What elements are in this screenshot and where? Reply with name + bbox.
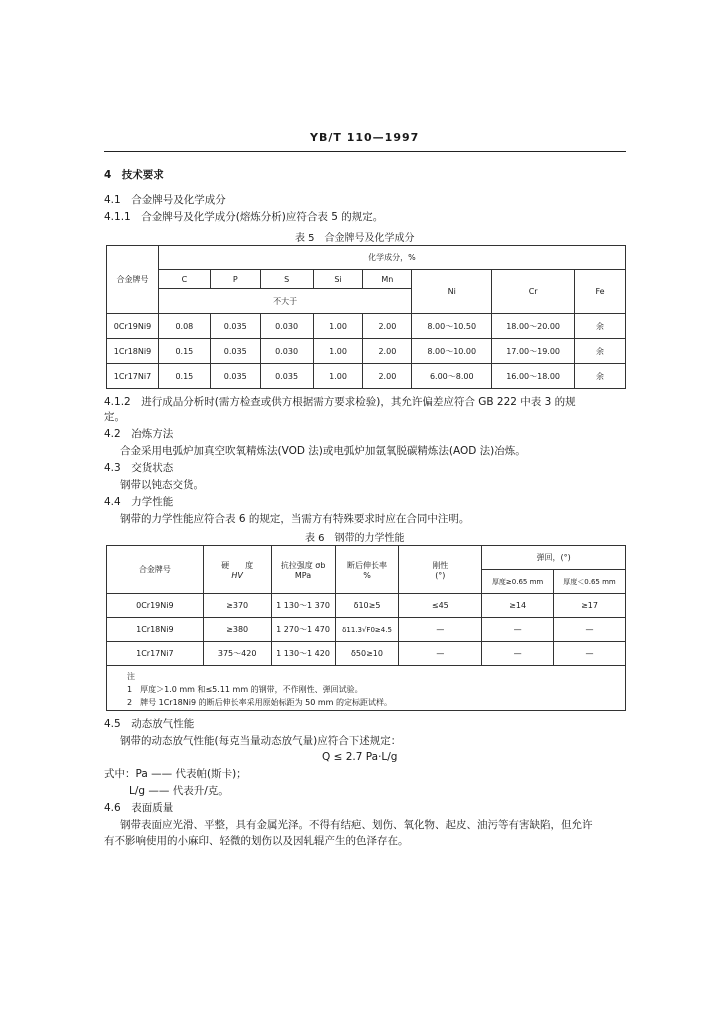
t6-hardness-label: 硬 度: [221, 560, 254, 570]
t5-r1-grade: 1Cr18Ni9: [107, 339, 159, 364]
t6-r0-elong: δ10≥5: [335, 594, 399, 618]
t6-r2-grade: 1Cr17Ni7: [107, 642, 204, 666]
table5-caption: 表 5 合金牌号及化学成分: [295, 233, 415, 244]
t6-r0-sb2: ≥17: [554, 594, 626, 618]
t6-r2-elong: δ50≥10: [335, 642, 399, 666]
t6-elong-label: 断后伸长率: [347, 560, 387, 570]
t6-rigidity-label: 刚性: [432, 560, 449, 570]
t5-r0-s: 0.030: [260, 314, 313, 339]
t5-el-cr: Cr: [492, 270, 575, 314]
t6-r1-elong: δ11.3√F0≥4.5: [335, 618, 399, 642]
t5-el-fe: Fe: [575, 270, 626, 314]
document-header: YB/T 110—1997: [310, 131, 420, 144]
t6-note-1: 1 厚度＞1.0 mm 和≤5.11 mm 的钢带，不作刚性、弹回试验。: [127, 685, 363, 694]
table5: [106, 245, 626, 389]
t6-elong-header: [335, 546, 399, 594]
section-4-1-heading: 4.1 合金牌号及化学成分: [104, 194, 226, 206]
section-4-1-2-text: 4.1.2 进行成品分析时(需方检查或供方根据需方要求检验)，其允许偏差应符合 GB 222 中表 3 的规: [104, 396, 576, 408]
t6-r0-tensile: 1 130～1 370: [271, 594, 335, 618]
t6-r0-grade: 0Cr19Ni9: [107, 594, 204, 618]
t5-r2-fe: 余: [575, 364, 626, 389]
t6-r1-sb2: —: [554, 618, 626, 642]
t6-tensile-unit: MPa: [294, 570, 312, 580]
t5-el-si: Si: [313, 270, 363, 289]
t5-r1-cr: 17.00～19.00: [492, 339, 575, 364]
formula: Q ≤ 2.7 Pa·L/g: [322, 751, 398, 763]
t5-r0-fe: 余: [575, 314, 626, 339]
section-4-3-text: 钢带以钝态交货。: [120, 479, 204, 491]
t6-elong-unit: %: [363, 570, 371, 580]
t5-r1-p: 0.035: [210, 339, 260, 364]
table6-caption: 表 6 钢带的力学性能: [305, 533, 405, 544]
t5-r2-c: 0.15: [158, 364, 210, 389]
t6-springback-header: 弹回，(°): [482, 546, 626, 570]
t5-r2-s: 0.035: [260, 364, 313, 389]
section-4-4-heading: 4.4 力学性能: [104, 496, 174, 508]
t6-r1-hardness: ≥380: [203, 618, 271, 642]
t6-r1-tensile: 1 270～1 470: [271, 618, 335, 642]
t5-r1-c: 0.15: [158, 339, 210, 364]
t6-r2-sb1: —: [482, 642, 554, 666]
t5-r0-mn: 2.00: [363, 314, 412, 339]
t6-hardness-header: [203, 546, 271, 594]
t6-note-2: 2 牌号 1Cr18Ni9 的断后伸长率采用原始标距为 50 mm 的定标距试样。: [127, 698, 393, 707]
t6-tensile-label: 抗拉强度 σb: [280, 560, 326, 570]
t5-r0-c: 0.08: [158, 314, 210, 339]
t6-notes-cell: [107, 666, 626, 711]
t5-composition-header: 化学成分，%: [158, 246, 625, 270]
section-4-1-1-text: 4.1.1 合金牌号及化学成分(熔炼分析)应符合表 5 的规定。: [104, 211, 384, 223]
t6-notes-label: 注: [127, 672, 135, 681]
t6-r2-tensile: 1 130～1 420: [271, 642, 335, 666]
section-4-2-heading: 4.2 冶炼方法: [104, 428, 174, 440]
t6-r1-grade: 1Cr18Ni9: [107, 618, 204, 642]
t6-r0-sb1: ≥14: [482, 594, 554, 618]
t5-r2-cr: 16.00～18.00: [492, 364, 575, 389]
t5-r0-ni: 8.00～10.50: [412, 314, 492, 339]
t5-r1-s: 0.030: [260, 339, 313, 364]
t5-r2-ni: 6.00～8.00: [412, 364, 492, 389]
t6-sb-thick: 厚度≥0.65 mm: [482, 570, 554, 594]
section-4-5-text: 钢带的动态放气性能(每克当量动态放气量)应符合下述规定：: [120, 735, 402, 747]
table6: [106, 545, 626, 711]
t5-r1-ni: 8.00～10.00: [412, 339, 492, 364]
t6-hardness-unit: HV: [231, 570, 243, 580]
t5-el-s: S: [260, 270, 313, 289]
section-4-6-text-cont: 有不影响使用的小麻印、轻微的划伤以及因轧辊产生的色泽存在。: [104, 835, 409, 847]
section-4-6-heading: 4.6 表面质量: [104, 802, 174, 814]
t5-r2-mn: 2.00: [363, 364, 412, 389]
t5-r0-p: 0.035: [210, 314, 260, 339]
section-4-5-heading: 4.5 动态放气性能: [104, 718, 195, 730]
t5-r1-mn: 2.00: [363, 339, 412, 364]
section-4-4-text: 钢带的力学性能应符合表 6 的规定，当需方有特殊要求时应在合同中注明。: [120, 513, 470, 525]
t5-r2-p: 0.035: [210, 364, 260, 389]
t5-r0-grade: 0Cr19Ni9: [107, 314, 159, 339]
section-4-6-text: 钢带表面应光滑、平整，具有金属光泽。不得有结疤、划伤、氧化物、起皮、油污等有害缺陷，但允许: [120, 819, 593, 831]
t5-r0-cr: 18.00～20.00: [492, 314, 575, 339]
t6-r2-hardness: 375～420: [203, 642, 271, 666]
section-4-1-2-text-cont: 定。: [104, 411, 125, 423]
definition-lg: L/g —— 代表升/克。: [129, 785, 229, 797]
t6-rigidity-unit: (°): [435, 570, 446, 580]
t5-r1-fe: 余: [575, 339, 626, 364]
t5-grade-header: 合金牌号: [107, 246, 159, 314]
t5-el-p: P: [210, 270, 260, 289]
t6-r0-hardness: ≥370: [203, 594, 271, 618]
t6-grade-header: 合金牌号: [107, 546, 204, 594]
t6-r1-rigidity: —: [399, 618, 482, 642]
t6-r2-rigidity: —: [399, 642, 482, 666]
t6-sb-thin: 厚度＜0.65 mm: [554, 570, 626, 594]
section-4-3-heading: 4.3 交货状态: [104, 462, 174, 474]
header-rule: [104, 151, 626, 152]
section-4-2-text: 合金采用电弧炉加真空吹氧精炼法(VOD 法)或电弧炉加氩氧脱碳精炼法(AOD 法)冶炼。: [120, 445, 526, 457]
t5-r2-si: 1.00: [313, 364, 363, 389]
t6-rigidity-header: [399, 546, 482, 594]
t5-r2-grade: 1Cr17Ni7: [107, 364, 159, 389]
t5-r1-si: 1.00: [313, 339, 363, 364]
t6-r0-rigidity: ≤45: [399, 594, 482, 618]
t6-r1-sb1: —: [482, 618, 554, 642]
t5-el-ni: Ni: [412, 270, 492, 314]
definition-pa: 式中：Pa —— 代表帕(斯卡)；: [104, 768, 247, 780]
t5-r0-si: 1.00: [313, 314, 363, 339]
t5-not-greater: 不大于: [158, 289, 411, 314]
t5-el-c: C: [158, 270, 210, 289]
t6-tensile-header: [271, 546, 335, 594]
section-4-heading: 4 技术要求: [104, 169, 164, 181]
t6-r2-sb2: —: [554, 642, 626, 666]
t5-el-mn: Mn: [363, 270, 412, 289]
